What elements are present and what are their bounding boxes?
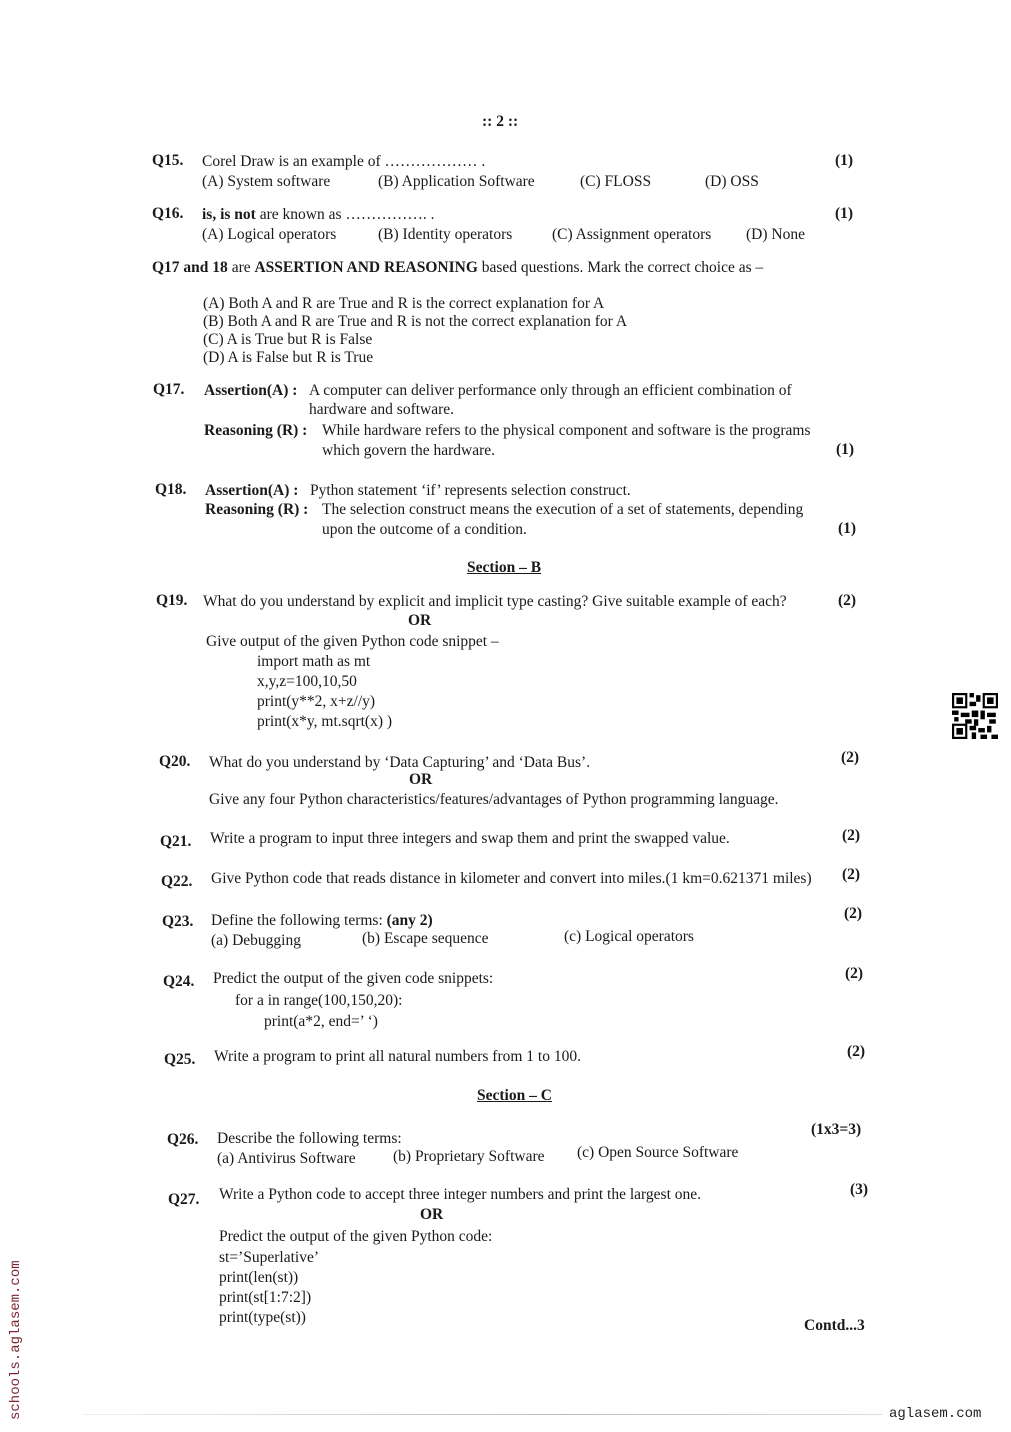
question-number: Q27. (168, 1191, 200, 1208)
option-d: (D) OSS (705, 173, 759, 190)
assertion-text-cont: hardware and software. (309, 401, 455, 418)
marks: (2) (842, 827, 861, 844)
question-text: Give Python code that reads distance in kilometer and convert into miles.(1 km=0.621371 miles) (211, 870, 812, 887)
text: Define the following terms: (211, 912, 387, 929)
marks: (1x3=3) (811, 1121, 862, 1138)
question-text: What do you understand by explicit and implicit type casting? Give suitable example of each? (203, 593, 787, 610)
option-d: (D) None (746, 226, 805, 243)
code-line: print(type(st)) (219, 1309, 306, 1326)
question-number: Q21. (160, 833, 192, 850)
marks: (2) (845, 965, 864, 982)
assertion-text: A computer can deliver performance only through an efficient combination of (309, 382, 792, 399)
section-c-heading: Section – C (477, 1087, 552, 1104)
question-number: Q24. (163, 973, 195, 990)
question-text: Describe the following terms: (217, 1130, 402, 1147)
option-a: (A) Logical operators (202, 226, 337, 243)
code-line: print(st[1:7:2]) (219, 1289, 312, 1306)
marks: (3) (850, 1181, 869, 1198)
code-line: for a in range(100,150,20): (235, 992, 403, 1009)
question-number: Q19. (156, 592, 188, 609)
or-divider: OR (409, 771, 433, 788)
marks: (2) (841, 749, 860, 766)
choice-c: (C) A is True but R is False (203, 331, 373, 348)
question-text: Predict the output of the given code snippets: (213, 970, 494, 987)
side-watermark: schools.aglasem.com (8, 1260, 24, 1420)
choice-d: (D) A is False but R is True (203, 349, 374, 366)
marks: (1) (835, 152, 854, 169)
question-text: Write a Python code to accept three integer numbers and print the largest one. (219, 1186, 702, 1203)
assertion-label: Assertion(A) : (204, 382, 298, 399)
marks: (2) (844, 905, 863, 922)
question-number: Q18. (155, 481, 187, 498)
question-number: Q17. (153, 381, 185, 398)
section-b-heading: Section – B (467, 559, 542, 576)
question-number: Q25. (164, 1051, 196, 1068)
question-number: Q22. (161, 873, 193, 890)
marks: (1) (836, 441, 855, 458)
question-text: What do you understand by ‘Data Capturing’ and ‘Data Bus’. (209, 754, 591, 771)
continued-label: Contd...3 (804, 1317, 865, 1334)
question-text (202, 205, 435, 224)
option-a: (a) Antivirus Software (217, 1150, 356, 1167)
text: based questions. Mark the correct choice as – (477, 259, 764, 276)
question-text: Write a program to input three integers and swap them and print the swapped value. (210, 830, 730, 847)
bold-keywords: is, is not (202, 206, 256, 223)
qr-code-icon (952, 693, 998, 739)
code-line: print(len(st)) (219, 1269, 299, 1286)
bold-text: Q17 and 18 (152, 259, 228, 276)
bold-text: ASSERTION AND REASONING (254, 259, 478, 276)
or-divider: OR (420, 1206, 444, 1223)
reasoning-text: The selection construct means the execution of a set of statements, depending (322, 501, 804, 518)
marks: (1) (838, 520, 857, 537)
option-a: (a) Debugging (211, 932, 301, 949)
question-text (211, 911, 433, 930)
question-number: Q15. (152, 152, 184, 169)
question-number: Q20. (159, 753, 191, 770)
text: are (227, 259, 255, 276)
assertion-text: Python statement ‘if’ represents selection construct. (310, 482, 631, 499)
question-text: Write a program to print all natural numbers from 1 to 100. (214, 1048, 581, 1065)
option-b: (B) Identity operators (378, 226, 513, 243)
reasoning-text-cont: upon the outcome of a condition. (322, 521, 527, 538)
marks: (2) (847, 1043, 866, 1060)
option-c: (c) Logical operators (564, 928, 694, 945)
alternative-question: Predict the output of the given Python code: (219, 1228, 493, 1245)
option-a: (A) System software (202, 173, 331, 190)
page-number-header: :: 2 :: (482, 113, 519, 130)
bold-text: (any 2) (386, 912, 433, 929)
code-line: import math as mt (257, 653, 371, 670)
option-c: (c) Open Source Software (577, 1144, 739, 1161)
question-number: Q23. (162, 913, 194, 930)
alternative-question: Give any four Python characteristics/features/advantages of Python programming language. (209, 791, 779, 808)
instruction-text (152, 258, 763, 277)
marks: (2) (838, 592, 857, 609)
question-number: Q26. (167, 1131, 199, 1148)
choice-a: (A) Both A and R are True and R is the correct explanation for A (203, 295, 605, 312)
marks: (2) (842, 866, 861, 883)
question-number: Q16. (152, 205, 184, 222)
alternative-question: Give output of the given Python code snippet – (206, 633, 499, 650)
assertion-label: Assertion(A) : (205, 482, 299, 499)
marks: (1) (835, 205, 854, 222)
footer-watermark: aglasem.com (889, 1406, 982, 1422)
reasoning-label: Reasoning (R) : (205, 501, 309, 518)
option-b: (b) Escape sequence (362, 930, 489, 947)
code-line: print(a*2, end=’ ‘) (264, 1013, 378, 1030)
code-line: print(y**2, x+z//y) (257, 693, 376, 710)
option-b: (b) Proprietary Software (393, 1148, 545, 1165)
code-line: x,y,z=100,10,50 (257, 673, 357, 690)
choice-b: (B) Both A and R are True and R is not the correct explanation for A (203, 313, 628, 330)
option-b: (B) Application Software (378, 173, 535, 190)
or-divider: OR (408, 612, 432, 629)
reasoning-text-cont: which govern the hardware. (322, 442, 496, 459)
reasoning-text: While hardware refers to the physical component and software is the programs (322, 422, 811, 439)
option-c: (C) Assignment operators (552, 226, 712, 243)
option-c: (C) FLOSS (580, 173, 652, 190)
question-text: Corel Draw is an example of ……………… . (202, 153, 486, 170)
code-line: st=’Superlative’ (219, 1249, 319, 1266)
reasoning-label: Reasoning (R) : (204, 422, 308, 439)
question-text-rest: are known as ……………. . (255, 206, 435, 223)
footer-rule (82, 1414, 882, 1415)
code-line: print(x*y, mt.sqrt(x) ) (257, 713, 393, 730)
